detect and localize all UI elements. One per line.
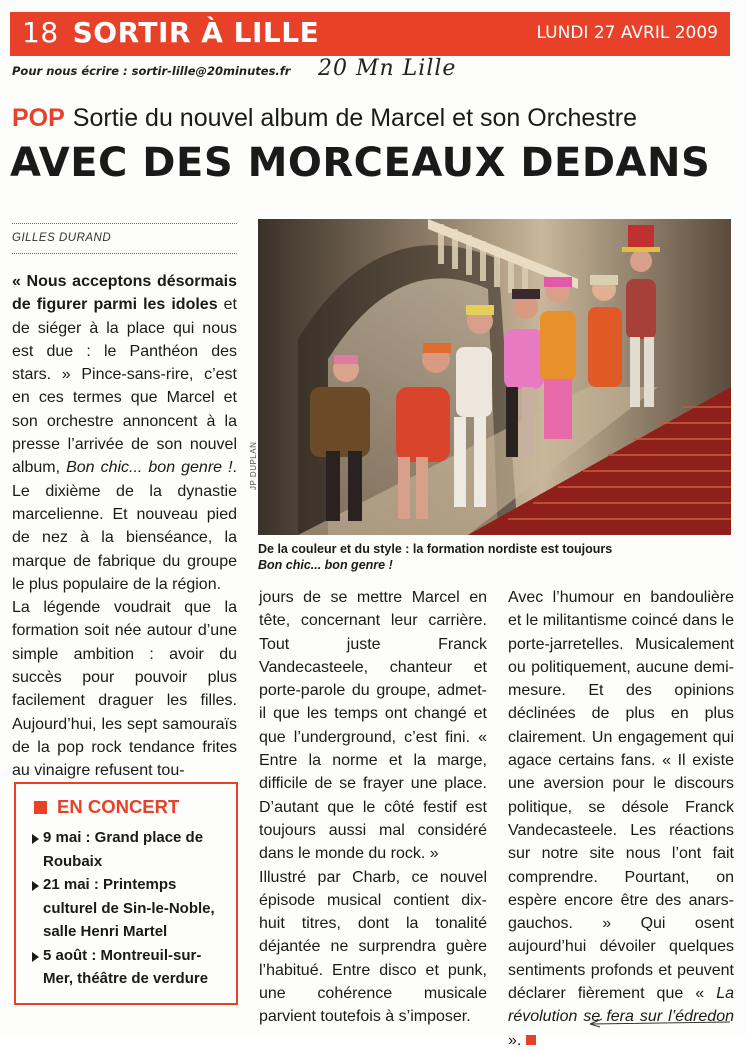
section-header [22, 16, 319, 49]
concert-list [32, 826, 226, 991]
pen-arrow-mark [582, 1018, 732, 1028]
album-title: Bon chic... bon genre ! [66, 459, 233, 477]
paragraph [12, 270, 237, 596]
caption-line-italic: Bon chic... bon genre ! [258, 558, 393, 572]
issue-date: LUNDI 27 AVRIL 2009 [536, 23, 718, 43]
article-column-3 [508, 586, 734, 1052]
square-bullet-icon [34, 801, 47, 814]
paragraph [508, 586, 734, 1052]
page-number: 18 [22, 16, 59, 49]
paragraph: jours de se mettre Marcel en tête, concernant leur carrière. Tout juste Franck Vandecasteele, chanteur et porte-parole du groupe, admet-il que les temps ont changé et que l’underground, c’est fini. « Entre la norme et la marge, difficile de se frayer une place. D’autant que le côté festif est toujours aussi mal considéré dans le monde du rock. » [259, 589, 487, 863]
section-header-band [10, 12, 730, 56]
end-of-article-icon [526, 1035, 536, 1045]
band-photo [258, 219, 731, 535]
paragraph-text: Avec l’humour en bandoulière et le militantisme coincé dans le porte-jarretelles. Musicalement ou politiquement, aucune demi-mesure. Et des opinions déclinées de plus en plus clairement. Un engagement qui agace certains fans. « Il existe une aversion pour le discours politique, se désole Franck Vandecasteele. Les réactions sur notre site nous l’ont fait comprendre. Pourtant, on espère encore être des anars-gauchos. » Qui osent aujourd’hui dévoiler quelques sentiments profonds et peuvent déclarer fièrement que « [508, 589, 734, 1003]
article-headline: AVEC DES MORCEAUX DEDANS [10, 140, 711, 186]
article-column-1 [12, 270, 237, 783]
concert-date: 5 août : Montreuil-sur-Mer, théâtre de verdure [43, 946, 209, 987]
paragraph: La légende voudrait que la formation soit née autour d’une simple ambition : avoir du succès pour pouvoir plus facilement draguer les filles. Aujourd’hui, les sept samouraïs de la pop rock tendance frites au vinaigre refusent tou- [12, 599, 237, 780]
lead-quote: « Nous acceptons désormais de figurer parmi les idoles [12, 273, 237, 314]
concert-date: 21 mai : Printemps culturel de Sin-le-Noble, salle Henri Martel [43, 876, 215, 940]
paragraph: Illustré par Charb, ce nouvel épisode musical contient dix-huit titres, dont la tonalité déjantée ne surprendra guère l’habitué. Entre disco et punk, une cohérence musicale parvient toutefois à s’imposer. [259, 868, 487, 1026]
paragraph-text: . Le dixième de la dynastie marcelienne. Et nouveau pied de nez à la bienséance, la marque de fabrique du groupe le plus populaire de la région. [12, 459, 237, 593]
concert-box [14, 782, 238, 1005]
paragraph-text: et de siéger à la place qui nous est due : le Panthéon des stars. » Pince-sans-rire, c’est en ces termes que Marcel et son orchestre annoncent à la presse l’arrivée de son nouvel album, [12, 296, 238, 477]
concert-title-text: EN CONCERT [57, 796, 180, 817]
triangle-bullet-icon [32, 952, 39, 962]
divider [12, 223, 237, 224]
list-item [32, 944, 226, 991]
quote-italic: La révolution se fera sur l’édredon [508, 985, 734, 1026]
photo-credit: JP DUPLAN [249, 441, 258, 490]
article-kicker [12, 104, 637, 133]
byline: GILLES DURAND [12, 232, 112, 244]
handwritten-note: 20 Mn Lille [318, 56, 457, 81]
divider [12, 253, 237, 254]
section-title: SORTIR À LILLE [72, 16, 320, 49]
contact-line: Pour nous écrire : sortir-lille@20minutes.fr [12, 64, 291, 78]
concert-box-title [34, 796, 226, 818]
band-photo-illustration [258, 219, 731, 535]
kicker-text: Sortie du nouvel album de Marcel et son Orchestre [72, 104, 637, 132]
caption-line: De la couleur et du style : la formation nordiste est toujours [258, 542, 613, 556]
concert-date: 9 mai : Grand place de Roubaix [43, 829, 204, 870]
article-column-2 [259, 586, 487, 1029]
kicker-tag: POP [12, 104, 65, 132]
triangle-bullet-icon [32, 881, 39, 891]
photo-caption [258, 541, 733, 573]
paragraph-text: ». [508, 1031, 522, 1049]
triangle-bullet-icon [32, 834, 39, 844]
list-item [32, 873, 226, 944]
list-item [32, 826, 226, 873]
